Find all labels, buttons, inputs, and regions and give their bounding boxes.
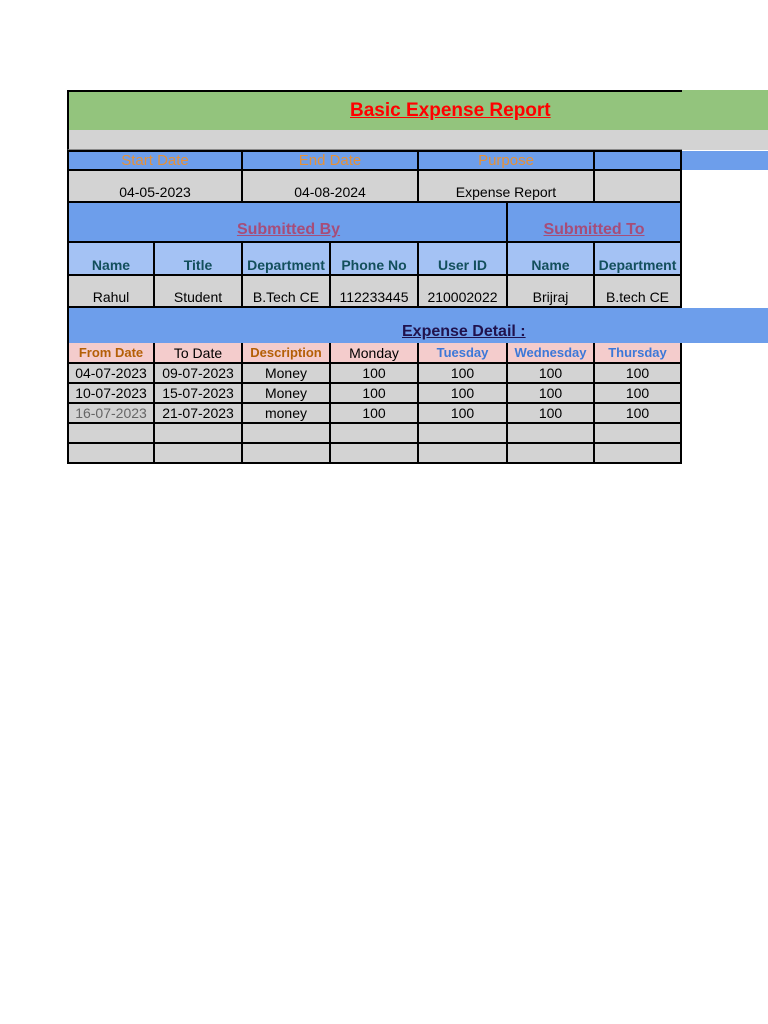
expense-cell-tuesday: 100 [419, 384, 508, 404]
col-user-id: User ID [419, 243, 508, 276]
expense-cell-wednesday: 100 [508, 364, 595, 384]
end-date-label: End Date [243, 150, 419, 171]
expense-cell-wednesday [508, 424, 595, 444]
col-tuesday: Tuesday [419, 343, 508, 364]
expense-cell-monday: 100 [331, 404, 419, 424]
expense-cell-description [243, 444, 331, 464]
expense-cell-to-date: 09-07-2023 [155, 364, 243, 384]
expense-cell-to-date [155, 424, 243, 444]
expense-cell-thursday: 100 [595, 384, 682, 404]
col-title: Title [155, 243, 243, 276]
purpose-value: Expense Report [419, 171, 595, 203]
submitter-phone: 112233445 [331, 276, 419, 308]
spacer-row [67, 130, 682, 150]
expense-cell-tuesday [419, 444, 508, 464]
header-overflow [682, 151, 768, 170]
title-bar-overflow [682, 90, 768, 130]
submitted-to-heading-cell [508, 203, 682, 243]
col-monday: Monday [331, 343, 419, 364]
purpose-label: Purpose [419, 150, 595, 171]
expense-cell-tuesday: 100 [419, 364, 508, 384]
empty-value-cell [595, 171, 682, 203]
expense-cell-description: Money [243, 364, 331, 384]
expense-cell-from-date: 10-07-2023 [67, 384, 155, 404]
expense-cell-description: money [243, 404, 331, 424]
submitted-by-heading-cell [67, 203, 508, 243]
col-name: Name [67, 243, 155, 276]
empty-header-cell [595, 150, 682, 171]
col-to-department: Department [595, 243, 682, 276]
col-to-name: Name [508, 243, 595, 276]
expense-cell-to-date: 15-07-2023 [155, 384, 243, 404]
col-to-date: To Date [155, 343, 243, 364]
col-description: Description [243, 343, 331, 364]
col-phone-no: Phone No [331, 243, 419, 276]
expense-cell-monday [331, 424, 419, 444]
expense-cell-wednesday: 100 [508, 384, 595, 404]
expense-cell-to-date [155, 444, 243, 464]
recipient-department: B.tech CE [595, 276, 682, 308]
spacer-row-overflow [682, 130, 768, 150]
recipient-name: Brijraj [508, 276, 595, 308]
expense-cell-thursday [595, 424, 682, 444]
expense-cell-tuesday [419, 424, 508, 444]
expense-cell-from-date: 04-07-2023 [67, 364, 155, 384]
expense-cell-tuesday: 100 [419, 404, 508, 424]
submitter-user-id: 210002022 [419, 276, 508, 308]
col-thursday: Thursday [595, 343, 682, 364]
expense-cell-description: Money [243, 384, 331, 404]
start-date-label: Start Date [67, 150, 243, 171]
expense-detail-band [67, 308, 768, 343]
col-from-date: From Date [67, 343, 155, 364]
submitter-name: Rahul [67, 276, 155, 308]
start-date-value: 04-05-2023 [67, 171, 243, 203]
expense-cell-from-date: 16-07-2023 [67, 404, 155, 424]
end-date-value: 04-08-2024 [243, 171, 419, 203]
expense-cell-wednesday: 100 [508, 404, 595, 424]
expense-cell-wednesday [508, 444, 595, 464]
expense-cell-description [243, 424, 331, 444]
submitted-by-heading: Submitted By [236, 221, 341, 238]
col-wednesday: Wednesday [508, 343, 595, 364]
expense-detail-heading: Expense Detail : [402, 323, 526, 340]
expense-cell-from-date [67, 444, 155, 464]
expense-cell-thursday [595, 444, 682, 464]
expense-cell-from-date [67, 424, 155, 444]
submitted-to-heading: Submitted To [543, 221, 645, 238]
submitter-title: Student [155, 276, 243, 308]
title-bar [67, 90, 682, 130]
expense-report-sheet [67, 90, 768, 466]
expense-cell-to-date: 21-07-2023 [155, 404, 243, 424]
expense-cell-monday: 100 [331, 384, 419, 404]
report-title: Basic Expense Report [350, 100, 551, 121]
expense-cell-thursday: 100 [595, 404, 682, 424]
expense-cell-monday: 100 [331, 364, 419, 384]
expense-cell-thursday: 100 [595, 364, 682, 384]
submitter-department: B.Tech CE [243, 276, 331, 308]
col-department: Department [243, 243, 331, 276]
expense-cell-monday [331, 444, 419, 464]
